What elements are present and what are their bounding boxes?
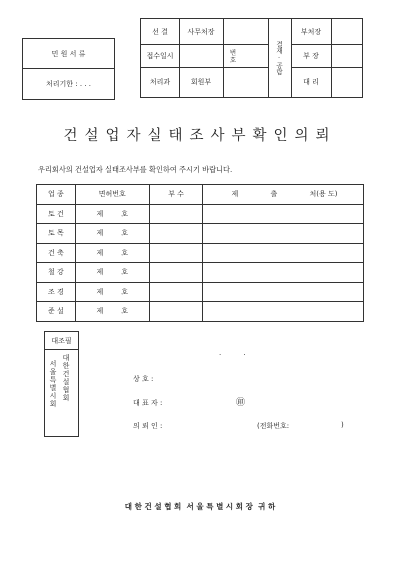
copies-cell[interactable] xyxy=(149,302,203,322)
number-label xyxy=(223,43,243,69)
deadline-label: 처리기한 : . . . xyxy=(46,80,91,88)
license-suffix: 호 xyxy=(121,209,129,218)
license-prefix: 제 xyxy=(96,268,104,277)
industry-cell: 토 건 xyxy=(37,204,76,224)
verification-association-text: 대한건설협회 xyxy=(62,354,70,402)
table-row xyxy=(37,302,364,322)
seal-mark: ㊞ xyxy=(236,398,246,408)
phone-number-label: (전화번호: xyxy=(257,422,290,430)
document-title: 건설업자실태조사부확인의뢰 xyxy=(63,128,337,144)
prior-approval-label: 선 결 xyxy=(152,27,168,36)
industry-cell: 준 설 xyxy=(37,302,76,322)
civil-document-label: 민 원 서 류 xyxy=(23,39,114,69)
submit-to-cell[interactable] xyxy=(203,243,364,263)
license-cell xyxy=(75,204,149,224)
member-dept-label: 회원부 xyxy=(190,78,212,86)
industry-cell: 조 경 xyxy=(37,282,76,302)
submit-to-cell[interactable] xyxy=(203,302,364,322)
phone-number-close: ) xyxy=(341,421,344,429)
license-prefix: 제 xyxy=(96,248,104,257)
header-submit-char2: 출 xyxy=(270,190,278,199)
approval-vertical-text: 결재·공람 xyxy=(275,41,283,75)
requester-label: 의 뢰 인 : xyxy=(133,422,163,430)
license-suffix: 호 xyxy=(121,307,129,316)
license-cell xyxy=(75,224,149,244)
license-prefix: 제 xyxy=(96,209,104,218)
verification-box xyxy=(44,331,79,437)
industry-cell: 토 목 xyxy=(37,224,76,244)
copies-cell[interactable] xyxy=(149,204,203,224)
copies-cell[interactable] xyxy=(149,282,203,302)
receipt-datetime-label: 접수일시 xyxy=(146,51,174,60)
table-row xyxy=(37,224,364,244)
license-cell xyxy=(75,282,149,302)
header-copies: 부 수 xyxy=(149,185,203,205)
ceo-field[interactable] xyxy=(172,394,232,408)
approval-vertical-label xyxy=(268,19,291,97)
table-row xyxy=(37,282,364,302)
company-name-label: 상 호 : xyxy=(133,375,154,383)
license-cell xyxy=(75,263,149,283)
assistant-manager-label: 대 리 xyxy=(303,78,319,86)
approval-table xyxy=(140,18,363,98)
license-cell xyxy=(75,302,149,322)
table-row xyxy=(37,243,364,263)
license-suffix: 호 xyxy=(121,287,129,296)
company-name-field[interactable] xyxy=(172,370,322,384)
header-submit-char3: 처(용 도) xyxy=(309,190,338,199)
license-cell xyxy=(75,243,149,263)
industry-cell: 철 강 xyxy=(37,263,76,283)
header-industry: 업 종 xyxy=(37,185,76,205)
requester-field[interactable] xyxy=(172,417,252,431)
date-line: . . xyxy=(219,349,256,357)
license-table xyxy=(36,184,364,322)
license-prefix: 제 xyxy=(96,229,104,238)
submit-to-cell[interactable] xyxy=(203,263,364,283)
header-submit-to xyxy=(203,185,364,205)
verification-header: 대조필 xyxy=(45,332,78,350)
license-prefix: 제 xyxy=(96,287,104,296)
industry-cell: 건 축 xyxy=(37,243,76,263)
submit-to-cell[interactable] xyxy=(203,204,364,224)
license-suffix: 호 xyxy=(121,268,129,277)
license-suffix: 호 xyxy=(121,229,129,238)
civil-document-box xyxy=(22,38,115,100)
secretary-general-label: 사무처장 xyxy=(187,27,215,36)
license-prefix: 제 xyxy=(96,307,104,316)
table-row xyxy=(37,263,364,283)
handling-dept-label: 처리과 xyxy=(149,78,171,86)
license-suffix: 호 xyxy=(121,248,129,257)
header-license-no: 면허번호 xyxy=(75,185,149,205)
copies-cell[interactable] xyxy=(149,224,203,244)
phone-number-field[interactable] xyxy=(296,417,336,431)
deputy-director-label: 부처장 xyxy=(300,27,322,36)
request-sentence: 우리회사의 건설업자 실태조사부를 확인하여 주시기 바랍니다. xyxy=(38,165,233,174)
manager-label: 부 장 xyxy=(303,51,319,60)
addressee-line: 대 한 건 설 협 회 서 울 특 별 시 회 장 귀 하 xyxy=(124,502,276,511)
table-header-row xyxy=(37,185,364,205)
copies-cell[interactable] xyxy=(149,263,203,283)
verification-seoul-text: 서울특별시회 xyxy=(49,360,57,408)
verification-stamp-area xyxy=(45,350,78,436)
header-submit-char1: 제 xyxy=(231,190,239,199)
copies-cell[interactable] xyxy=(149,243,203,263)
submit-to-cell[interactable] xyxy=(203,282,364,302)
number-label-text: 번호 xyxy=(228,48,237,64)
submit-to-cell[interactable] xyxy=(203,224,364,244)
table-row xyxy=(37,204,364,224)
ceo-label: 대 표 자 : xyxy=(133,399,163,407)
